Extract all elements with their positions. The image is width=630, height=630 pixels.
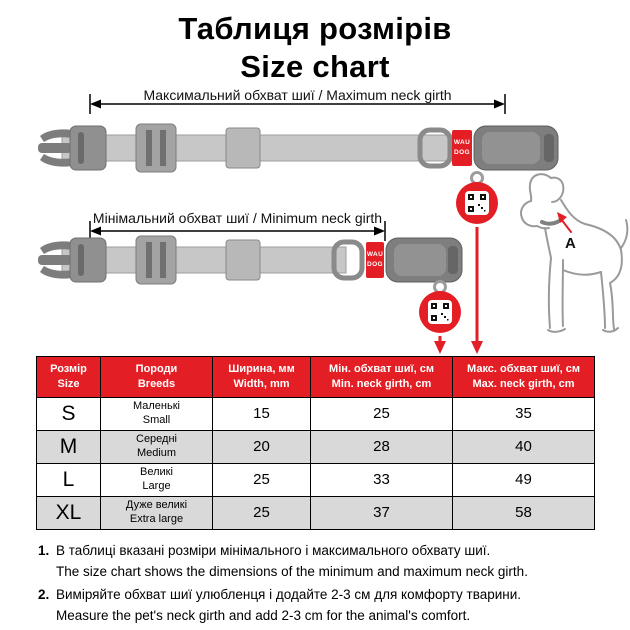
size-table [36,356,595,530]
cell-max-girth: 35 [453,397,595,430]
col-header-min-girth: Мін. обхват шиї, см Min. neck girth, cm [311,357,453,398]
cell-breed: Маленькі Small [101,397,213,430]
max-girth-label: Максимальний обхват шиї / Maximum neck girth [143,87,452,103]
brand-tag-text-1: WAU [453,139,471,146]
cell-breed: Середні Medium [101,430,213,463]
note-text-en: The size chart shows the dimensions of the minimum and maximum neck girth. [56,563,528,579]
adjuster-icon [136,124,176,172]
marker-letter: A [565,235,576,252]
cell-breed: Дуже великі Extra large [101,496,213,529]
note-1 [38,541,596,583]
cell-max-girth: 40 [453,430,595,463]
cell-size: M [37,430,101,463]
title-line-ua: Таблиця розмірів [178,11,452,46]
cell-max-girth: 49 [453,463,595,496]
brand-tag [366,242,384,278]
brand-tag-text-1: WAU [366,251,384,258]
cell-width: 25 [213,496,311,529]
cell-min-girth: 25 [311,397,453,430]
buckle-female-icon [474,126,558,170]
col-header-size: Розмір Size [37,357,101,398]
table-header-row [37,357,595,398]
cell-min-girth: 28 [311,430,453,463]
buckle-female-icon [386,238,462,282]
min-collar [38,236,462,333]
col-header-width: Ширина, мм Width, mm [213,357,311,398]
note-number: 1. [38,543,50,558]
cell-size: L [37,463,101,496]
adjuster-icon [136,236,176,284]
dog-collar-band [542,219,562,224]
table-row-m [37,430,595,463]
cell-breed: Великі Large [101,463,213,496]
pointer-arrow-min [434,336,446,354]
min-girth-label: Мінімальний обхват шиї / Minimum neck girth [92,210,383,226]
note-2 [38,585,596,627]
cell-size: XL [37,496,101,529]
brand-tag-text-2: DOG [366,261,384,268]
notes [38,541,596,629]
pointer-arrow-max [471,227,483,354]
keeper [226,240,260,280]
table-row-s [37,397,595,430]
qr-pendant [456,173,498,225]
min-dimension-arrow [90,221,385,241]
note-text-en: Measure the pet's neck girth and add 2-3 cm for the animal's comfort. [56,607,471,623]
max-dimension-arrow [90,94,505,114]
strap [62,135,471,161]
title-line-en: Size chart [240,48,390,84]
cell-size: S [37,397,101,430]
collar-diagrams-svg [0,86,630,356]
cell-min-girth: 37 [311,496,453,529]
buckle-male-icon [38,238,106,282]
cell-max-girth: 58 [453,496,595,529]
table-row-xl [37,496,595,529]
cell-width: 25 [213,463,311,496]
note-text-ua: Виміряйте обхват шиї улюбленця і додайте 2-3 см для комфорту тварини. [56,586,522,602]
cell-width: 20 [213,430,311,463]
buckle-male-icon [38,126,106,170]
note-text-ua: В таблиці вказані розміри мінімального і максимального обхвату шиї. [56,543,491,558]
keeper [226,128,260,168]
table-row-l [37,463,595,496]
cell-width: 15 [213,397,311,430]
dog-illustration [521,174,627,332]
col-header-max-girth: Макс. обхват шиї, см Max. neck girth, cm [453,357,595,398]
note-number: 2. [38,586,50,602]
cell-min-girth: 33 [311,463,453,496]
col-header-breeds: Породи Breeds [101,357,213,398]
brand-tag-text-2: DOG [453,149,471,156]
qr-pendant [419,282,461,334]
brand-tag [452,130,472,166]
page-title [0,0,630,86]
max-collar [38,124,558,224]
